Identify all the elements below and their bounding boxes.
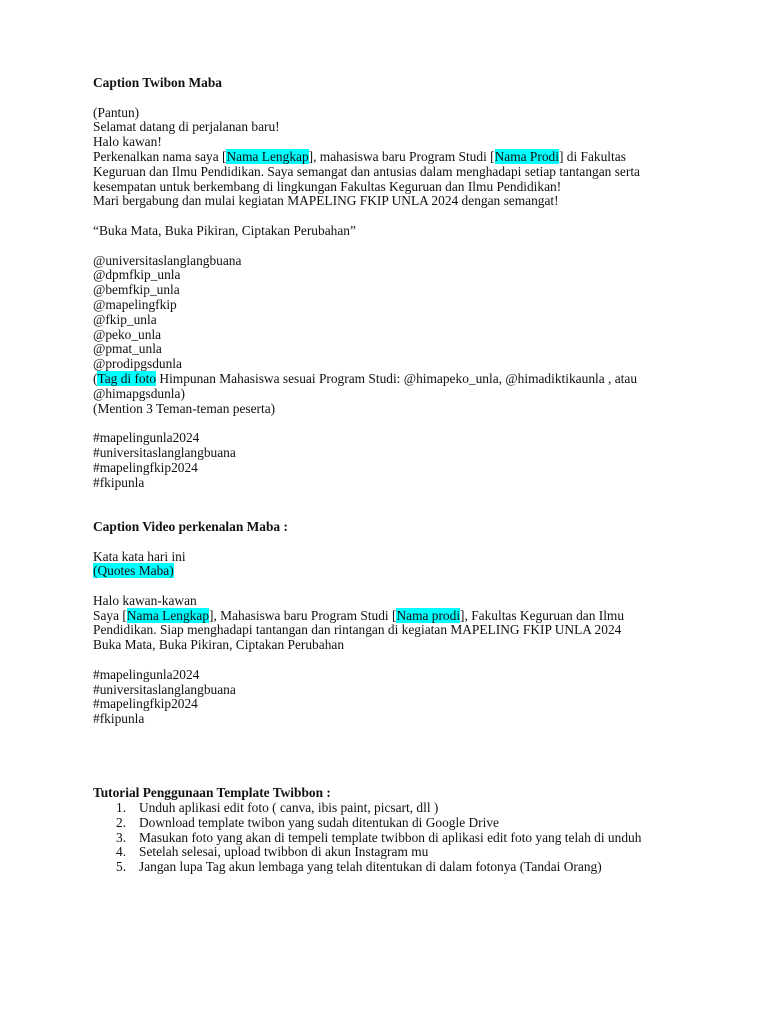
saya-text-b: ], Mahasiswa baru Program Studi [ bbox=[209, 607, 397, 623]
list-item bbox=[93, 816, 693, 831]
tag-instruction-line-1 bbox=[93, 372, 693, 387]
intro-line-3: kesempatan untuk berkembang di lingkungan Fakultas Keguruan dan Ilmu Pendidikan! bbox=[93, 178, 562, 194]
document-page bbox=[93, 76, 693, 875]
step-text: Download template twibon yang sudah ditentukan di Google Drive bbox=[139, 814, 499, 830]
halo-line: Halo kawan-kawan bbox=[93, 592, 197, 608]
step-number: 3. bbox=[116, 829, 127, 845]
saya-line-2: Pendidikan. Siap menghadapi tantangan dan rintangan di kegiatan MAPELING FKIP UNLA 2024 bbox=[93, 622, 622, 638]
quotes-maba-line bbox=[93, 564, 693, 579]
greeting-line-2: Halo kawan! bbox=[93, 134, 162, 150]
hashtag-item: #mapelingunla2024 bbox=[93, 430, 200, 446]
intro-text-c: ] di Fakultas bbox=[558, 148, 626, 164]
mention-item: @fkip_unla bbox=[93, 311, 157, 327]
placeholder-nama-prodi-2: Nama prodi bbox=[396, 607, 461, 623]
mention-item: @universitaslanglangbuana bbox=[93, 252, 242, 268]
section3-title: Tutorial Penggunaan Template Twibbon : bbox=[93, 785, 331, 801]
tag-instruction-text: Himpunan Mahasiswa sesuai Program Studi: @himapeko_unla, @himadiktikaunla , atau bbox=[156, 370, 638, 386]
step-text: Unduh aplikasi edit foto ( canva, ibis paint, picsart, dll ) bbox=[139, 800, 439, 816]
section1-title: Caption Twibon Maba bbox=[93, 75, 222, 90]
intro-line-1 bbox=[93, 150, 693, 165]
placeholder-nama-lengkap-2: Nama Lengkap bbox=[126, 607, 210, 623]
greeting-line-1: Selamat datang di perjalanan baru! bbox=[93, 119, 280, 135]
mention-item: @peko_unla bbox=[93, 326, 162, 342]
step-text: Masukan foto yang akan di tempeli template twibbon di aplikasi edit foto yang telah di unduh bbox=[139, 829, 642, 845]
placeholder-nama-prodi: Nama Prodi bbox=[494, 148, 559, 164]
hashtag-item: #universitaslanglangbuana bbox=[93, 444, 236, 460]
tutorial-steps-list bbox=[93, 801, 693, 875]
mention-friends-note: (Mention 3 Teman-teman peserta) bbox=[93, 400, 276, 416]
step-text: Setelah selesai, upload twibbon di akun Instagram mu bbox=[139, 844, 429, 860]
saya-line-3: Buka Mata, Buka Pikiran, Ciptakan Perubahan bbox=[93, 637, 345, 653]
tag-open-paren: ( bbox=[93, 370, 98, 386]
hashtag-item: #mapelingfkip2024 bbox=[93, 459, 198, 475]
hashtag-item: #fkipunla bbox=[93, 711, 145, 727]
saya-text-c: ], Fakultas Keguruan dan Ilmu bbox=[460, 607, 625, 623]
list-item bbox=[93, 860, 693, 875]
intro-line-4: Mari bergabung dan mulai kegiatan MAPELING FKIP UNLA 2024 dengan semangat! bbox=[93, 193, 559, 209]
step-number: 1. bbox=[116, 800, 127, 816]
list-item bbox=[93, 801, 693, 816]
mention-item: @prodipgsdunla bbox=[93, 356, 182, 372]
mention-item: @mapelingfkip bbox=[93, 296, 177, 312]
kata-hari-ini: Kata kata hari ini bbox=[93, 548, 186, 564]
hashtag-item: #mapelingunla2024 bbox=[93, 666, 200, 682]
placeholder-tag-di-foto: Tag di foto bbox=[97, 370, 157, 386]
mention-item: @pmat_unla bbox=[93, 341, 162, 357]
mention-item: @bemfkip_unla bbox=[93, 282, 180, 298]
saya-text-a: Saya [ bbox=[93, 607, 127, 623]
placeholder-nama-lengkap: Nama Lengkap bbox=[226, 148, 309, 164]
hashtag-item: #fkipunla bbox=[93, 474, 145, 490]
motto-quote: “Buka Mata, Buka Pikiran, Ciptakan Perubahan” bbox=[93, 222, 356, 238]
saya-line-1 bbox=[93, 609, 693, 624]
pantun-label: (Pantun) bbox=[93, 104, 140, 120]
list-item bbox=[93, 831, 693, 846]
hashtag-item: #universitaslanglangbuana bbox=[93, 681, 236, 697]
placeholder-quotes-maba: (Quotes Maba) bbox=[93, 563, 174, 579]
section2-title: Caption Video perkenalan Maba : bbox=[93, 518, 288, 534]
list-item bbox=[93, 845, 693, 860]
step-number: 5. bbox=[116, 859, 127, 875]
hashtag-item: #mapelingfkip2024 bbox=[93, 696, 198, 712]
mention-item: @dpmfkip_unla bbox=[93, 267, 181, 283]
step-number: 4. bbox=[116, 844, 127, 860]
step-text: Jangan lupa Tag akun lembaga yang telah ditentukan di dalam fotonya (Tandai Orang) bbox=[139, 859, 602, 875]
step-number: 2. bbox=[116, 814, 127, 830]
intro-text-b: ], mahasiswa baru Program Studi [ bbox=[308, 148, 495, 164]
tag-instruction-line-2: @himapgsdunla) bbox=[93, 385, 185, 401]
intro-text-a: Perkenalkan nama saya [ bbox=[93, 148, 227, 164]
intro-line-2: Keguruan dan Ilmu Pendidikan. Saya semangat dan antusias dalam menghadapi setiap tantangan serta bbox=[93, 163, 640, 179]
